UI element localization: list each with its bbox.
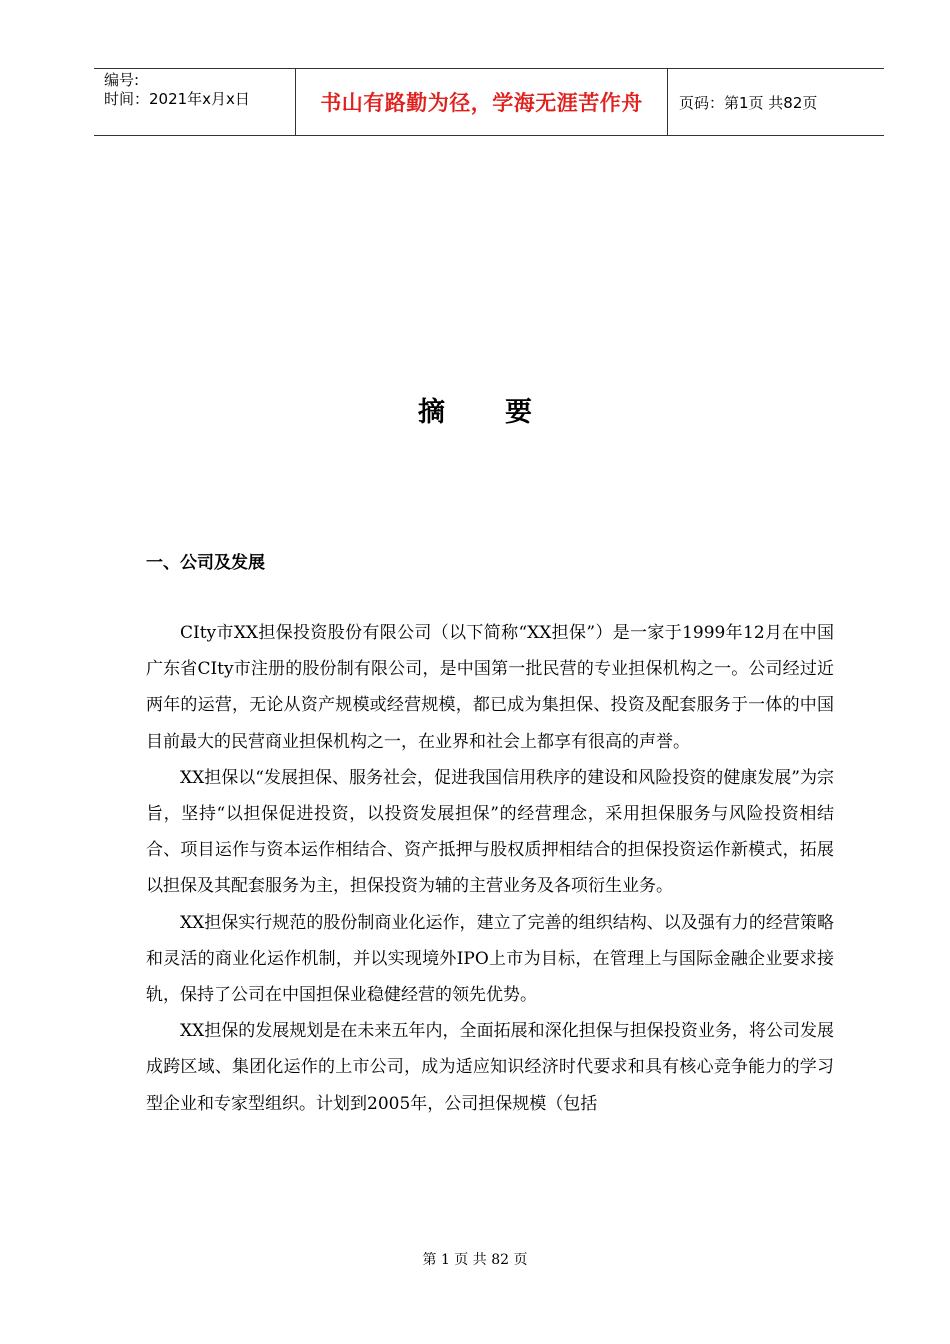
header-motto-cell (295, 69, 668, 135)
header-motto: 书山有路勤为径，学海无涯苦作舟 (320, 91, 643, 115)
title-char-1: 摘 (418, 397, 445, 428)
paragraph: XX担保以“发展担保、服务社会，促进我国信用秩序的建设和风险投资的健康发展”为宗旨，坚持“以担保促进投资，以投资发展担保”的经营理念，采用担保服务与风险投资相结合、项目运作与资本运作相结合、资产抵押与股权质押相结合的担保投资运作新模式，拓展以担保及其配套服务为主，担保投资为辅的主营业务及各项衍生业务。 (146, 767, 834, 897)
header-page-label: 页码：第1页 共82页 (679, 93, 818, 112)
paragraph: CIty市XX担保投资股份有限公司（以下简称“XX担保”）是一家于1999年12月在中国广东省CIty市注册的股份制有限公司，是中国第一批民营的专业担保机构之一。公司经过近两年的运营，无论从资产规模或经营规模，都已成为集担保、投资及配套服务于一体的中国目前最大的民营商业担保机构之一，在业界和社会上都享有很高的声誉。 (146, 623, 834, 752)
section-heading: 一、公司及发展 (146, 553, 265, 573)
document-number-label: 编号: (104, 71, 140, 89)
page-header (94, 68, 884, 136)
page-footer: 第 1 页 共 82 页 (422, 1252, 528, 1268)
paragraph: XX担保的发展规划是在未来五年内，全面拓展和深化担保与担保投资业务，将公司发展成跨区域、集团化运作的上市公司，成为适应知识经济时代要求和具有核心竞争能力的学习型企业和专家型组织。计划到2005年，公司担保规模（包括 (146, 1021, 834, 1114)
paragraph: XX担保实行规范的股份制商业化运作，建立了完善的组织结构、以及强有力的经营策略和灵活的商业化运作机制，并以实现境外IPO上市为目标，在管理上与国际金融企业要求接轨，保持了公司在中国担保业稳健经营的领先优势。 (146, 912, 834, 1006)
document-title (0, 390, 950, 429)
title-char-2: 要 (505, 397, 532, 428)
header-meta (94, 69, 295, 135)
header-page-cell (668, 69, 884, 135)
document-time-label: 时间：2021年x月x日 (104, 90, 250, 108)
section-body (146, 615, 834, 1122)
